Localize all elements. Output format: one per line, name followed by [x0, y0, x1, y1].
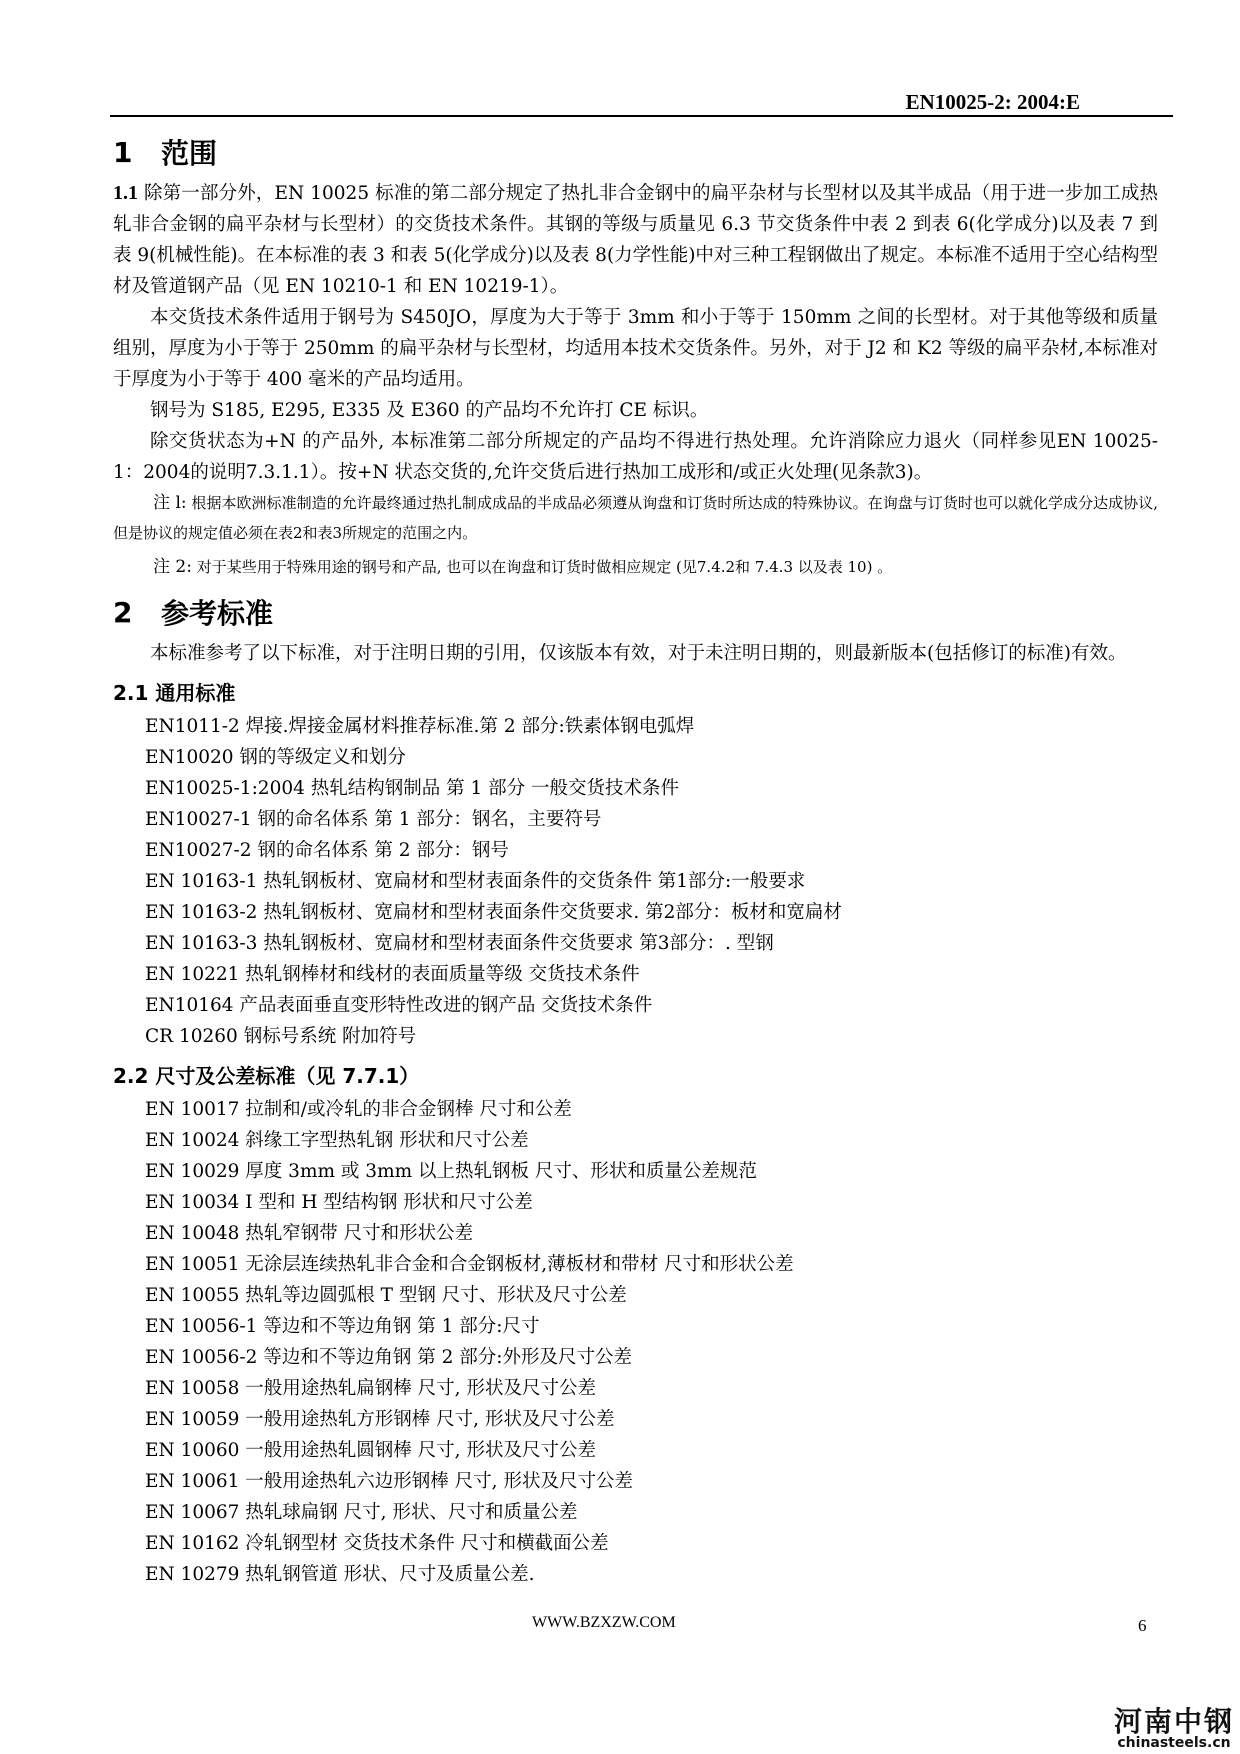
general-standards-list [113, 711, 1158, 1052]
section-1-title: 范围 [161, 137, 218, 170]
list-item: CR 10260 钢标号系统 附加符号 [145, 1026, 417, 1047]
note-1 [113, 488, 1158, 548]
subsection-2-1-title: 2.1 通用标准 [113, 681, 236, 705]
list-item: EN 10017 拉制和/或冷轧的非合金钢棒 尺寸和公差 [145, 1099, 572, 1120]
watermark-logo [1113, 1705, 1234, 1751]
section-1-heading [113, 132, 1158, 172]
list-item: EN 10051 无涂层连续热轧非合金和合金钢板材,薄板材和带材 尺寸和形状公差 [145, 1254, 794, 1275]
list-item: EN 10029 厚度 3mm 或 3mm 以上热轧钢板 尺寸、形状和质量公差规范 [145, 1161, 757, 1182]
list-item: EN10020 钢的等级定义和划分 [145, 747, 406, 768]
paragraph-scope-4: 除交货状态为+N 的产品外, 本标准第二部分所规定的产品均不得进行热处理。允许消除应力退火（同样参见EN 10025-1：2004的说明7.3.1.1）。按+N 状态交货的,允许交货后进行热加工成形和/或正火处理(见条款3)。 [113, 431, 1158, 483]
page-content [113, 128, 1158, 1590]
footer-website: WWW.BZXZW.COM [532, 1614, 676, 1631]
note-2 [113, 552, 1158, 582]
list-item: EN 10162 冷轧钢型材 交货技术条件 尺寸和横截面公差 [145, 1533, 609, 1554]
page-number: 6 [1138, 1616, 1147, 1635]
list-item: EN 10163-1 热轧钢板材、宽扁材和型材表面条件的交货条件 第1部分:一般要求 [145, 871, 806, 892]
list-item: EN10025-1:2004 热轧结构钢制品 第 1 部分 一般交货技术条件 [145, 778, 680, 799]
paragraph-scope-3: 钢号为 S185, E295, E335 及 E360 的产品均不允许打 CE 标识。 [150, 400, 709, 421]
dimension-standards-list [113, 1094, 1158, 1590]
header-rule [110, 115, 1173, 117]
list-item: EN1011-2 焊接.焊接金属材料推荐标准.第 2 部分:铁素体钢电弧焊 [145, 716, 695, 737]
list-item: EN 10048 热轧窄钢带 尺寸和形状公差 [145, 1223, 474, 1244]
paragraph-scope-2: 本交货技术条件适用于钢号为 S450JO，厚度为大于等于 3mm 和小于等于 150mm 之间的长型材。对于其他等级和质量组别，厚度为小于等于 250mm 的扁平杂材与长型材，均适用本技术交货条件。另外，对于 J2 和 K2 等级的扁平杂材,本标准对于厚度为小于等于 400 毫米的产品均适用。 [113, 307, 1158, 390]
list-item: EN 10056-2 等边和不等边角钢 第 2 部分:外形及尺寸公差 [145, 1347, 632, 1368]
section-2-intro: 本标准参考了以下标准，对于注明日期的引用，仅该版本有效，对于未注明日期的，则最新版本(包括修订的标准)有效。 [150, 643, 1127, 664]
list-item: EN 10163-2 热轧钢板材、宽扁材和型材表面条件交货要求. 第2部分：板材和宽扁材 [145, 902, 842, 923]
list-item: EN10027-1 钢的命名体系 第 1 部分：钢名，主要符号 [145, 809, 602, 830]
note-1-label: 注 l: [153, 493, 187, 513]
list-item: EN 10034 I 型和 H 型结构钢 形状和尺寸公差 [145, 1192, 533, 1213]
list-item: EN10027-2 钢的命名体系 第 2 部分：钢号 [145, 840, 509, 861]
section-2-title: 参考标准 [161, 597, 274, 630]
note-2-label: 注 2: [153, 557, 192, 577]
section-2-heading [113, 592, 1158, 632]
list-item: EN 10056-1 等边和不等边角钢 第 1 部分:尺寸 [145, 1316, 540, 1337]
subsection-2-2-title: 2.2 尺寸及公差标准（见 7.7.1） [113, 1064, 420, 1088]
list-item: EN 10163-3 热轧钢板材、宽扁材和型材表面条件交货要求 第3部分：. 型钢 [145, 933, 774, 954]
list-item: EN 10221 热轧钢棒材和线材的表面质量等级 交货技术条件 [145, 964, 640, 985]
list-item: EN 10055 热轧等边圆弧根 T 型钢 尺寸、形状及尺寸公差 [145, 1285, 627, 1306]
list-item: EN 10061 一般用途热轧六边形钢棒 尺寸, 形状及尺寸公差 [145, 1471, 633, 1492]
document-code: EN10025-2: 2004:E [905, 90, 1080, 114]
list-item: EN 10060 一般用途热轧圆钢棒 尺寸, 形状及尺寸公差 [145, 1440, 596, 1461]
watermark-cn: 河南中钢 [1113, 1705, 1234, 1738]
note-2-text: 对于某些用于特殊用途的钢号和产品, 也可以在询盘和订货时做相应规定 (见7.4.2和 7.4.3 以及表 10) 。 [191, 558, 893, 576]
clause-1-1-text: 除第一部分外，EN 10025 标准的第二部分规定了热扎非合金钢中的扁平杂材与长型材以及其半成品（用于进一步加工成热轧非合金钢的扁平杂材与长型材）的交货技术条件。其钢的等级与质量见 6.3 节交货条件中表 2 到表 6(化学成分)以及表 7 到表 9(机械性能)。在本标准的表 3 和表 5(化学成分)以及表 8(力学性能)中对三种工程钢做出了规定。本标准不适用于空心结构型材及管道钢产品（见 EN 10210-1 和 EN 10219-1）。 [113, 183, 1158, 297]
note-1-text: 根据本欧洲标准制造的允许最终通过热扎制成成品的半成品必须遵从询盘和订货时所达成的特殊协议。在询盘与订货时也可以就化学成分达成协议,但是协议的规定值必须在表2和表3所规定的范围之内。 [113, 494, 1158, 542]
list-item: EN 10058 一般用途热轧扁钢棒 尺寸, 形状及尺寸公差 [145, 1378, 596, 1399]
clause-1-1-label: 1.1 [113, 182, 138, 204]
section-1-number: 1 [113, 135, 133, 169]
list-item: EN 10067 热轧球扁钢 尺寸, 形状、尺寸和质量公差 [145, 1502, 578, 1523]
list-item: EN10164 产品表面垂直变形特性改进的钢产品 交货技术条件 [145, 995, 653, 1016]
list-item: EN 10279 热轧钢管道 形状、尺寸及质量公差. [145, 1564, 535, 1585]
paragraph-1-1 [113, 178, 1158, 302]
list-item: EN 10059 一般用途热轧方形钢棒 尺寸, 形状及尺寸公差 [145, 1409, 615, 1430]
section-2-number: 2 [113, 595, 133, 629]
list-item: EN 10024 斜缘工字型热轧钢 形状和尺寸公差 [145, 1130, 529, 1151]
watermark-en: chinasteels.cn [1117, 1735, 1231, 1751]
